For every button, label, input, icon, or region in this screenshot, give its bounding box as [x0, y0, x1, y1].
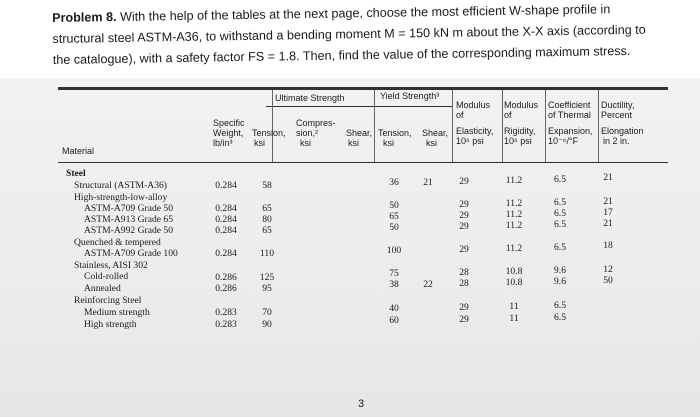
row-label: High-strength-low-alloy — [74, 192, 168, 203]
header-elongation-unit: in 2 in. — [603, 136, 630, 146]
header-yield-shear: Shear, — [422, 128, 449, 138]
cell-yield-tension: 40 — [389, 303, 399, 314]
header-thermal: of Thermal — [548, 110, 591, 120]
group-header-rule — [266, 106, 452, 107]
header-tension: Tension, — [252, 128, 286, 138]
cell-weight: 0.284 — [215, 203, 237, 214]
divider — [374, 90, 375, 162]
cell-tension: 65 — [262, 225, 272, 236]
cell-weight: 0.284 — [215, 214, 237, 225]
cell-tension: 70 — [262, 307, 272, 318]
header-modulus-e: Modulus — [456, 100, 491, 110]
row-label: Structural (ASTM-A36) — [74, 180, 167, 191]
header-ductility: Ductility, — [601, 100, 635, 110]
cell-ductility: 17 — [603, 207, 613, 218]
cell-ductility: 12 — [603, 264, 613, 275]
row-label: ASTM-A709 Grade 50 — [84, 203, 173, 214]
row-label: Reinforcing Steel — [74, 295, 142, 306]
cell-yield-shear: 22 — [423, 279, 433, 290]
header-weight: Weight, — [213, 128, 244, 138]
header-elongation: Elongation — [601, 126, 644, 136]
cell-yield-tension: 75 — [389, 268, 399, 279]
row-label: ASTM-A992 Grade 50 — [84, 225, 173, 236]
cell-yield-tension: 50 — [389, 200, 399, 211]
row-label: Quenched & tempered — [74, 237, 161, 248]
cell-thermal-coefficient: 6.5 — [554, 300, 566, 311]
cell-yield-tension: 36 — [389, 177, 399, 188]
cell-thermal-coefficient: 6.5 — [554, 312, 566, 323]
cell-ductility: 21 — [603, 172, 613, 183]
cell-ductility: 50 — [603, 275, 613, 286]
header-expansion: Expansion, — [548, 126, 593, 136]
cell-thermal-coefficient: 9.6 — [554, 265, 566, 276]
row-label: Medium strength — [84, 307, 150, 318]
header-tension-unit: ksi — [254, 138, 265, 148]
cell-elasticity: 29 — [459, 314, 469, 325]
header-percent: Percent — [601, 110, 633, 120]
cell-thermal-coefficient: 6.5 — [554, 197, 566, 208]
cell-elasticity: 28 — [459, 267, 469, 278]
header-yield-tension-unit: ksi — [383, 138, 394, 148]
row-label: ASTM-A709 Grade 100 — [84, 248, 178, 259]
cell-yield-tension: 50 — [389, 222, 399, 233]
cell-tension: 65 — [262, 203, 272, 214]
cell-rigidity: 11 — [509, 301, 519, 312]
cell-elasticity: 29 — [459, 244, 469, 255]
header-modulus-g-of: of — [504, 110, 512, 120]
header-specific: Specific — [213, 118, 245, 128]
header-yield-tension: Tension, — [378, 128, 412, 138]
cell-yield-tension: 65 — [389, 211, 399, 222]
problem-line-2: structural steel ASTM-A36, to withstand a bending moment M = 150 kN m about the X-X axis (according to — [52, 22, 646, 46]
cell-weight: 0.283 — [215, 319, 237, 330]
cell-weight: 0.284 — [215, 225, 237, 236]
cell-weight: 0.284 — [215, 180, 237, 191]
header-shear: Shear, — [346, 128, 373, 138]
divider — [598, 90, 599, 162]
cell-rigidity: 10.8 — [505, 266, 523, 277]
cell-yield-tension: 60 — [389, 315, 399, 326]
header-shear-unit: ksi — [348, 138, 359, 148]
cell-rigidity: 10.8 — [505, 277, 523, 288]
cell-ductility: 18 — [603, 240, 613, 251]
table-top-rule — [58, 87, 668, 90]
header-rigidity: Rigidity, — [504, 126, 536, 136]
divider — [452, 90, 453, 162]
header-ultimate-strength: Ultimate Strength — [275, 93, 345, 103]
header-compression-2: sion,² — [296, 128, 319, 138]
cell-rigidity: 11.2 — [505, 198, 523, 209]
header-compression-unit: ksi — [300, 138, 311, 148]
cell-rigidity: 11.2 — [505, 220, 523, 231]
header-coefficient: Coefficient — [548, 100, 591, 110]
row-label: Steel — [66, 168, 86, 179]
page-number: 3 — [358, 398, 365, 410]
row-label: High strength — [84, 319, 137, 330]
row-label: Annealed — [84, 283, 121, 294]
cell-thermal-coefficient: 6.5 — [554, 208, 566, 219]
divider — [502, 90, 503, 162]
cell-elasticity: 29 — [459, 176, 469, 187]
divider — [272, 90, 273, 162]
divider — [545, 90, 546, 162]
problem-text-1: With the help of the tables at the next page, choose the most efficient W-shape profile in — [119, 2, 611, 24]
cell-tension: 95 — [262, 283, 272, 294]
cell-ductility: 21 — [603, 196, 613, 207]
cell-rigidity: 11 — [509, 313, 519, 324]
cell-yield-tension: 38 — [389, 279, 399, 290]
header-modulus-e-of: of — [456, 110, 464, 120]
problem-label: Problem 8. — [52, 9, 117, 25]
cell-thermal-coefficient: 9.6 — [554, 276, 566, 287]
row-label: ASTM-A913 Grade 65 — [84, 214, 173, 225]
cell-elasticity: 29 — [459, 221, 469, 232]
cell-ductility: 21 — [603, 218, 613, 229]
cell-tension: 58 — [262, 180, 272, 191]
cell-elasticity: 28 — [459, 278, 469, 289]
cell-tension: 80 — [262, 214, 272, 225]
header-yield-strength: Yield Strength³ — [380, 91, 440, 101]
cell-rigidity: 11.2 — [505, 175, 523, 186]
row-label: Stainless, AISI 302 — [74, 260, 148, 271]
cell-thermal-coefficient: 6.5 — [554, 219, 566, 230]
header-elasticity: Elasticity, — [456, 126, 494, 136]
cell-thermal-coefficient: 6.5 — [554, 242, 566, 253]
cell-yield-tension: 100 — [386, 245, 402, 256]
cell-elasticity: 29 — [459, 302, 469, 313]
cell-weight: 0.283 — [215, 307, 237, 318]
cell-weight: 0.284 — [215, 248, 237, 259]
cell-tension: 125 — [259, 272, 275, 283]
cell-rigidity: 11.2 — [505, 243, 523, 254]
cell-weight: 0.286 — [215, 283, 237, 294]
cell-tension: 90 — [262, 319, 272, 330]
header-yield-shear-unit: ksi — [426, 138, 437, 148]
cell-yield-shear: 21 — [423, 177, 433, 188]
cell-elasticity: 29 — [459, 210, 469, 221]
header-bottom-rule — [58, 162, 668, 163]
header-weight-unit: lb/in³ — [213, 138, 233, 148]
cell-weight: 0.286 — [215, 272, 237, 283]
cell-elasticity: 29 — [459, 199, 469, 210]
header-compression: Compres- — [296, 118, 336, 128]
header-elasticity-unit: 10⁶ psi — [456, 136, 484, 146]
header-modulus-g: Modulus — [504, 100, 539, 110]
cell-tension: 110 — [259, 248, 275, 259]
cell-thermal-coefficient: 6.5 — [554, 174, 566, 185]
row-label: Cold-rolled — [84, 271, 129, 282]
cell-rigidity: 11.2 — [505, 209, 523, 220]
header-expansion-unit: 10⁻⁶/°F — [548, 136, 579, 146]
problem-line-3: the catalogue), with a safety factor FS = 1.8. Then, find the value of the corresponding maximum stress. — [52, 43, 631, 67]
header-rigidity-unit: 10⁶ psi — [504, 136, 532, 146]
header-material: Material — [62, 146, 95, 156]
